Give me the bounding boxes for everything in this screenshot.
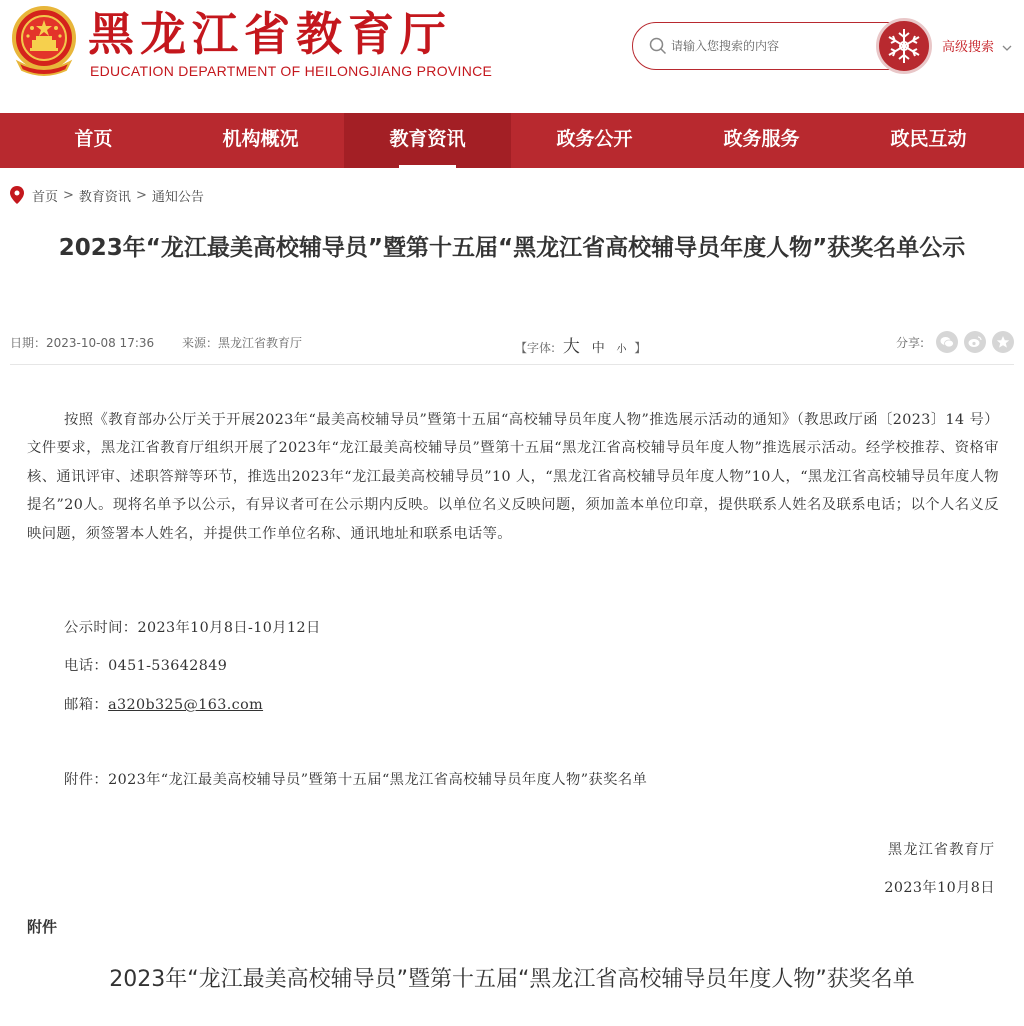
attachment-heading: 附件 [27,918,58,936]
location-pin-icon [10,186,24,204]
nav-item-organization[interactable]: 机构概况 [222,128,299,150]
font-size-control [515,332,646,357]
article-source: 来源：黑龙江省教育厅 [182,336,303,350]
search-button[interactable] [876,18,932,74]
contact-email [64,694,263,714]
weibo-icon[interactable] [964,331,986,353]
breadcrumb-education-news[interactable]: 教育资讯 [78,189,131,205]
breadcrumb-home[interactable]: 首页 [32,189,59,205]
attachment-title: 2023年“龙江最美高校辅导员”暨第十五届“黑龙江省高校辅导员年度人物”获奖名单 [109,967,915,992]
font-size-large-button[interactable]: 大 [562,337,580,357]
site-title[interactable]: 黑龙江省教育厅 [88,7,452,61]
share-bar [896,330,1014,354]
main-navigation [0,113,1024,168]
font-size-label: 【字体: [515,341,556,355]
snowflake-search-icon [879,21,929,71]
breadcrumb-separator: > [135,187,147,203]
wechat-icon[interactable] [936,331,958,353]
search-input[interactable] [671,35,861,57]
site-header [0,0,1024,113]
font-size-label-close: 】 [634,341,647,355]
search-icon [649,37,667,55]
meta-divider [10,364,1014,365]
breadcrumb-separator: > [63,187,74,203]
article-title: 2023年“龙江最美高校辅导员”暨第十五届“黑龙江省高校辅导员年度人物”获奖名单公示 [58,235,966,261]
breadcrumb-notices[interactable]: 通知公告 [151,189,204,205]
email-link[interactable]: a320b325@163.com [108,697,264,713]
nav-item-government-services[interactable]: 政务服务 [723,128,800,150]
publicity-period: 公示时间：2023年10月8日-10月12日 [64,620,321,636]
signature-date: 2023年10月8日 [884,880,995,896]
attachment-note: 附件：2023年“龙江最美高校辅导员”暨第十五届“黑龙江省高校辅导员年度人物”获奖名单 [64,772,648,788]
signature-organization: 黑龙江省教育厅 [887,842,995,858]
breadcrumb [10,185,204,205]
article-paragraph: 按照《教育部办公厅关于开展2023年“最美高校辅导员”暨第十五届“高校辅导员年度人物”推选展示活动的通知》（教思政厅函〔2023〕14 号）文件要求，黑龙江省教育厅组织开展了2023年“龙江最美高校辅导员”暨第十五届“黑龙江省高校辅导员年度人物”推选展示活动。经学校推荐、资格审核、通讯评审、述职答辩等环节，推选出2023年“龙江最美高校辅导员”10 人，“黑龙江省高校辅导员年度人物”10人，“黑龙江省高校辅导员年度人物提名”20人。现将名单予以公示，有异议者可在公示期内反映。以单位名义反映问题，须加盖本单位印章，提供联系人姓名及联系电话；以个人名义反映问题，须签署本人姓名，并提供工作单位名称、通讯地址和联系电话等。 [27,412,999,542]
font-size-medium-button[interactable]: 中 [591,341,605,356]
advanced-search-link[interactable] [942,36,1012,55]
advanced-search-label: 高级搜索 [942,40,995,55]
site-subtitle: EDUCATION DEPARTMENT OF HEILONGJIANG PROVINCE [90,63,493,79]
national-emblem-icon[interactable] [10,6,78,78]
share-label: 分享: [895,335,924,350]
chevron-down-icon [1002,43,1012,53]
nav-item-home[interactable]: 首页 [74,128,113,150]
article-meta [10,330,1014,357]
nav-item-government-affairs[interactable]: 政务公开 [556,128,633,150]
contact-phone: 电话：0451-53642849 [64,658,228,674]
favorite-icon[interactable] [992,331,1014,353]
nav-item-interaction[interactable]: 政民互动 [890,128,967,150]
email-label: 邮箱： [64,697,109,713]
nav-item-education-news[interactable]: 教育资讯 [344,113,511,168]
font-size-small-button[interactable]: 小 [616,344,627,355]
publish-date: 日期：2023-10-08 17:36 [10,336,155,350]
